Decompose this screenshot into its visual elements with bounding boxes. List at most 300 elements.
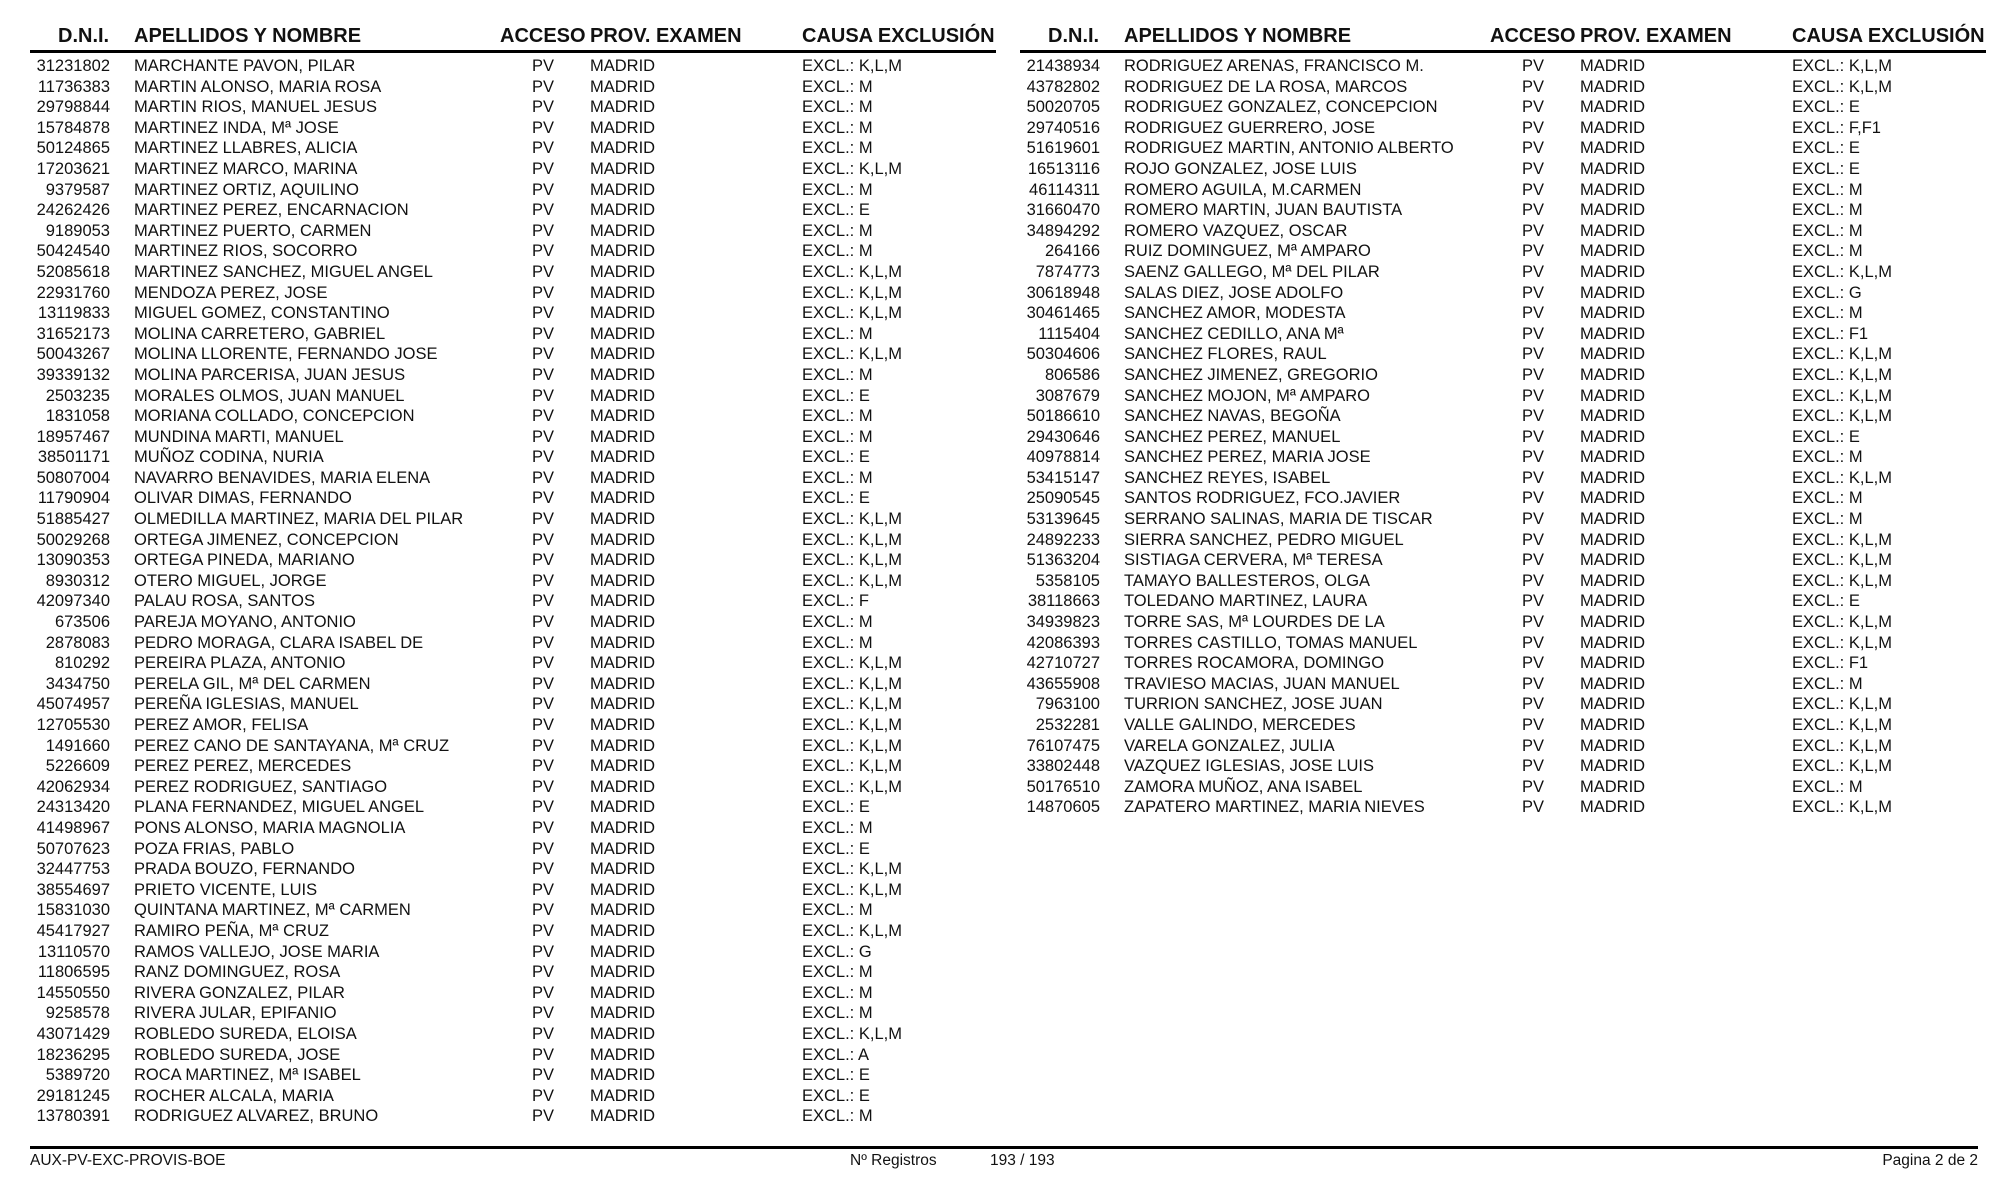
cell-acceso: PV (532, 777, 555, 796)
cell-prov-examen: MADRID (590, 551, 656, 570)
table-row (1020, 797, 1986, 818)
cell-acceso: PV (1522, 201, 1545, 220)
cell-dni: 1491660 (45, 736, 110, 755)
cell-acceso: PV (1522, 180, 1545, 199)
cell-dni: 31660470 (1026, 201, 1100, 220)
cell-acceso: PV (532, 139, 555, 158)
table-row (30, 921, 996, 942)
cell-acceso: PV (532, 407, 555, 426)
cell-prov-examen: MADRID (1580, 448, 1646, 467)
table-row (30, 365, 996, 386)
cell-name: SANCHEZ MOJON, Mª AMPARO (1124, 386, 1370, 405)
cell-dni: 11790904 (37, 489, 110, 508)
cell-dni: 40978814 (1026, 448, 1100, 467)
cell-prov-examen: MADRID (590, 695, 656, 714)
cell-acceso: PV (1522, 345, 1545, 364)
cell-dni: 38554697 (36, 880, 110, 899)
cell-acceso: PV (1522, 613, 1545, 632)
cell-prov-examen: MADRID (1580, 427, 1646, 446)
table-row (30, 694, 996, 715)
cell-prov-examen: MADRID (1580, 77, 1646, 96)
cell-causa-exclusion: EXCL.: M (1792, 674, 1863, 693)
table-row (1020, 365, 1986, 386)
cell-name: ROMERO VAZQUEZ, OSCAR (1124, 221, 1348, 240)
table-row (1020, 674, 1986, 695)
cell-causa-exclusion: EXCL.: K,L,M (802, 551, 902, 570)
cell-causa-exclusion: EXCL.: M (802, 1107, 873, 1126)
cell-causa-exclusion: EXCL.: M (802, 818, 873, 837)
cell-name: SANCHEZ AMOR, MODESTA (1124, 304, 1346, 323)
cell-causa-exclusion: EXCL.: K,L,M (802, 716, 902, 734)
cell-prov-examen: MADRID (1580, 365, 1646, 384)
cell-name: PEREZ PEREZ, MERCEDES (134, 757, 352, 776)
cell-prov-examen: MADRID (590, 983, 656, 1002)
cell-dni: 15784878 (36, 118, 110, 137)
cell-acceso: PV (532, 1045, 555, 1064)
cell-prov-examen: MADRID (1580, 530, 1646, 549)
cell-causa-exclusion: EXCL.: M (802, 1004, 873, 1023)
table-row (30, 736, 996, 757)
cell-name: SANTOS RODRIGUEZ, FCO.JAVIER (1124, 489, 1401, 508)
cell-causa-exclusion: EXCL.: M (1792, 448, 1863, 467)
cell-name: ROMERO AGUILA, M.CARMEN (1124, 180, 1362, 199)
table-row (1020, 509, 1986, 530)
cell-acceso: PV (1522, 98, 1545, 117)
cell-causa-exclusion: EXCL.: E (1792, 592, 1860, 611)
table-row (30, 200, 996, 221)
table-row (1020, 180, 1986, 201)
cell-dni: 43071429 (36, 1024, 110, 1043)
cell-prov-examen: MADRID (590, 77, 656, 96)
table-row (1020, 612, 1986, 633)
cell-acceso: PV (532, 860, 555, 879)
cell-causa-exclusion: EXCL.: K,L,M (802, 695, 902, 714)
table-row (30, 180, 996, 201)
cell-acceso: PV (1522, 77, 1545, 96)
table-row (30, 900, 996, 921)
header-prov-examen: PROV. EXAMEN (590, 25, 742, 47)
cell-prov-examen: MADRID (590, 633, 656, 652)
cell-dni: 2878083 (45, 633, 110, 652)
cell-acceso: PV (532, 221, 555, 240)
cell-dni: 38118663 (1027, 592, 1100, 611)
cell-prov-examen: MADRID (590, 1066, 656, 1085)
cell-acceso: PV (1522, 159, 1545, 178)
cell-acceso: PV (1522, 551, 1545, 570)
table-row (30, 1045, 996, 1066)
cell-acceso: PV (532, 798, 555, 817)
table-row (30, 118, 996, 139)
cell-causa-exclusion: EXCL.: M (802, 77, 873, 96)
cell-prov-examen: MADRID (590, 262, 656, 281)
table-row (1020, 406, 1986, 427)
cell-name: RIVERA JULAR, EPIFANIO (134, 1004, 337, 1023)
cell-acceso: PV (1522, 365, 1545, 384)
cell-dni: 34939823 (1026, 613, 1100, 632)
cell-acceso: PV (532, 118, 555, 137)
right-column (1020, 22, 1986, 818)
cell-causa-exclusion: EXCL.: K,L,M (802, 921, 902, 940)
cell-acceso: PV (532, 1004, 555, 1023)
cell-dni: 16513116 (1027, 159, 1100, 178)
cell-name: MIGUEL GOMEZ, CONSTANTINO (134, 304, 390, 323)
cell-acceso: PV (532, 365, 555, 384)
cell-acceso: PV (532, 386, 555, 405)
cell-causa-exclusion: EXCL.: K,L,M (802, 860, 902, 879)
cell-name: QUINTANA MARTINEZ, Mª CARMEN (134, 901, 411, 920)
cell-dni: 24313420 (36, 798, 110, 817)
cell-name: ZAPATERO MARTINEZ, MARIA NIEVES (1124, 798, 1425, 817)
cell-dni: 39339132 (36, 365, 110, 384)
table-row (30, 571, 996, 592)
cell-causa-exclusion: EXCL.: K,L,M (802, 654, 902, 673)
table-row (30, 77, 996, 98)
cell-name: MOLINA LLORENTE, FERNANDO JOSE (134, 345, 438, 364)
cell-prov-examen: MADRID (1580, 716, 1646, 734)
cell-name: VALLE GALINDO, MERCEDES (1124, 716, 1356, 734)
cell-prov-examen: MADRID (1580, 613, 1646, 632)
cell-name: ROCHER ALCALA, MARIA (134, 1086, 334, 1105)
table-row (1020, 756, 1986, 777)
cell-prov-examen: MADRID (590, 613, 656, 632)
cell-acceso: PV (532, 983, 555, 1002)
cell-name: ZAMORA MUÑOZ, ANA ISABEL (1124, 777, 1363, 796)
cell-dni: 7874773 (1035, 262, 1100, 281)
cell-dni: 43655908 (1026, 674, 1100, 693)
cell-acceso: PV (1522, 716, 1545, 734)
cell-acceso: PV (532, 654, 555, 673)
table-row (30, 386, 996, 407)
header-name: APELLIDOS Y NOMBRE (134, 25, 362, 47)
cell-acceso: PV (532, 1107, 555, 1126)
table-row (30, 983, 996, 1004)
table-row (30, 839, 996, 860)
cell-name: PALAU ROSA, SANTOS (134, 592, 315, 611)
cell-causa-exclusion: EXCL.: K,L,M (1792, 757, 1892, 776)
cell-dni: 50186610 (1026, 407, 1100, 426)
table-row (1020, 97, 1986, 118)
cell-causa-exclusion: EXCL.: M (802, 365, 873, 384)
cell-acceso: PV (1522, 324, 1545, 343)
table-row (30, 159, 996, 180)
cell-prov-examen: MADRID (590, 716, 656, 734)
cell-dni: 50807004 (36, 468, 110, 487)
cell-acceso: PV (1522, 386, 1545, 405)
cell-prov-examen: MADRID (590, 345, 656, 364)
cell-name: PAREJA MOYANO, ANTONIO (134, 613, 356, 632)
page-number: Pagina 2 de 2 (1882, 1152, 1978, 1169)
table-row (1020, 447, 1986, 468)
cell-acceso: PV (532, 324, 555, 343)
cell-name: TRAVIESO MACIAS, JUAN MANUEL (1124, 674, 1400, 693)
cell-name: RANZ DOMINGUEZ, ROSA (134, 963, 341, 982)
cell-causa-exclusion: EXCL.: K,L,M (802, 57, 902, 75)
cell-prov-examen: MADRID (590, 839, 656, 858)
cell-acceso: PV (1522, 571, 1545, 590)
cell-name: RIVERA GONZALEZ, PILAR (134, 983, 345, 1002)
cell-acceso: PV (532, 551, 555, 570)
cell-name: TORRE SAS, Mª LOURDES DE LA (1124, 613, 1385, 632)
cell-prov-examen: MADRID (1580, 654, 1646, 673)
cell-causa-exclusion: EXCL.: A (802, 1045, 869, 1064)
cell-acceso: PV (532, 427, 555, 446)
table-row (30, 97, 996, 118)
cell-acceso: PV (532, 613, 555, 632)
cell-causa-exclusion: EXCL.: E (802, 798, 870, 817)
cell-causa-exclusion: EXCL.: K,L,M (802, 510, 902, 529)
cell-dni: 3434750 (45, 674, 110, 693)
cell-prov-examen: MADRID (1580, 262, 1646, 281)
cell-dni: 13780391 (36, 1107, 110, 1126)
cell-prov-examen: MADRID (590, 98, 656, 117)
cell-acceso: PV (532, 901, 555, 920)
cell-prov-examen: MADRID (1580, 324, 1646, 343)
cell-dni: 31652173 (36, 324, 110, 343)
header-acceso: ACCESO (1490, 25, 1576, 47)
table-row (30, 962, 996, 983)
cell-name: MORALES OLMOS, JUAN MANUEL (134, 386, 405, 405)
cell-acceso: PV (1522, 448, 1545, 467)
cell-causa-exclusion: EXCL.: M (802, 118, 873, 137)
table-row (30, 1024, 996, 1045)
cell-dni: 45074957 (36, 695, 110, 714)
cell-prov-examen: MADRID (590, 571, 656, 590)
table-row (30, 1086, 996, 1107)
cell-acceso: PV (532, 633, 555, 652)
cell-acceso: PV (1522, 736, 1545, 755)
cell-name: PLANA FERNANDEZ, MIGUEL ANGEL (134, 798, 425, 817)
cell-name: ROMERO MARTIN, JUAN BAUTISTA (1124, 201, 1403, 220)
cell-prov-examen: MADRID (1580, 118, 1646, 137)
table-row (1020, 221, 1986, 242)
table-row (30, 138, 996, 159)
table-row (1020, 653, 1986, 674)
cell-causa-exclusion: EXCL.: M (1792, 489, 1863, 508)
header-dni: D.N.I. (58, 25, 110, 47)
cell-dni: 8930312 (45, 571, 110, 590)
registros-count: 193 / 193 (990, 1152, 1055, 1169)
table-row (30, 942, 996, 963)
cell-prov-examen: MADRID (590, 901, 656, 920)
cell-acceso: PV (532, 262, 555, 281)
cell-dni: 24262426 (36, 201, 110, 220)
cell-dni: 41498967 (36, 818, 110, 837)
header-causa-exclusion: CAUSA EXCLUSIÓN (1792, 25, 1985, 47)
cell-prov-examen: MADRID (590, 1024, 656, 1043)
table-row (30, 509, 996, 530)
cell-acceso: PV (532, 57, 555, 75)
table-row (30, 550, 996, 571)
cell-acceso: PV (532, 963, 555, 982)
cell-name: RODRIGUEZ MARTIN, ANTONIO ALBERTO (1124, 139, 1454, 158)
cell-dni: 29740516 (1026, 118, 1100, 137)
cell-acceso: PV (1522, 262, 1545, 281)
cell-dni: 673506 (54, 613, 110, 632)
cell-acceso: PV (532, 1066, 555, 1085)
cell-dni: 76107475 (1026, 736, 1100, 755)
cell-prov-examen: MADRID (1580, 57, 1646, 75)
cell-causa-exclusion: EXCL.: F,F1 (1792, 118, 1881, 137)
cell-causa-exclusion: EXCL.: M (802, 407, 873, 426)
table-row (1020, 530, 1986, 551)
table-row (30, 406, 996, 427)
cell-dni: 50124865 (36, 139, 110, 158)
cell-dni: 11736383 (37, 77, 110, 96)
cell-name: SANCHEZ PEREZ, MANUEL (1124, 427, 1341, 446)
cell-prov-examen: MADRID (1580, 757, 1646, 776)
cell-name: RAMOS VALLEJO, JOSE MARIA (134, 942, 380, 961)
cell-acceso: PV (532, 180, 555, 199)
cell-name: MARTINEZ RIOS, SOCORRO (134, 242, 358, 261)
cell-acceso: PV (1522, 592, 1545, 611)
cell-name: PEREIRA PLAZA, ANTONIO (134, 654, 346, 673)
cell-name: NAVARRO BENAVIDES, MARIA ELENA (134, 468, 431, 487)
cell-prov-examen: MADRID (590, 736, 656, 755)
cell-causa-exclusion: EXCL.: K,L,M (802, 262, 902, 281)
table-row (1020, 200, 1986, 221)
cell-name: MARTINEZ LLABRES, ALICIA (134, 139, 358, 158)
table-row (30, 1106, 996, 1127)
cell-dni: 42710727 (1026, 654, 1100, 673)
cell-name: TAMAYO BALLESTEROS, OLGA (1124, 571, 1371, 590)
cell-dni: 9189053 (45, 221, 110, 240)
cell-prov-examen: MADRID (1580, 221, 1646, 240)
cell-prov-examen: MADRID (1580, 551, 1646, 570)
table-row (30, 715, 996, 736)
cell-acceso: PV (532, 571, 555, 590)
cell-prov-examen: MADRID (590, 304, 656, 323)
cell-acceso: PV (532, 880, 555, 899)
cell-causa-exclusion: EXCL.: K,L,M (1792, 57, 1892, 75)
table-row (1020, 468, 1986, 489)
table-row (1020, 262, 1986, 283)
cell-acceso: PV (1522, 242, 1545, 261)
table-row (30, 859, 996, 880)
cell-prov-examen: MADRID (590, 180, 656, 199)
cell-acceso: PV (532, 345, 555, 364)
cell-causa-exclusion: EXCL.: M (802, 468, 873, 487)
table-body (1020, 56, 1986, 818)
cell-prov-examen: MADRID (1580, 510, 1646, 529)
cell-causa-exclusion: EXCL.: G (1792, 283, 1862, 302)
cell-acceso: PV (1522, 695, 1545, 714)
cell-name: MUÑOZ CODINA, NURIA (134, 448, 324, 467)
cell-prov-examen: MADRID (1580, 139, 1646, 158)
table-row (30, 612, 996, 633)
cell-name: MARTINEZ INDA, Mª JOSE (134, 118, 339, 137)
cell-acceso: PV (532, 510, 555, 529)
cell-causa-exclusion: EXCL.: K,L,M (1792, 386, 1892, 405)
cell-dni: 5226609 (45, 757, 110, 776)
cell-causa-exclusion: EXCL.: K,L,M (802, 777, 902, 796)
table-row (30, 468, 996, 489)
table-row (30, 488, 996, 509)
cell-prov-examen: MADRID (590, 159, 656, 178)
cell-acceso: PV (532, 1086, 555, 1105)
cell-causa-exclusion: EXCL.: K,L,M (1792, 695, 1892, 714)
table-row (1020, 159, 1986, 180)
cell-causa-exclusion: EXCL.: M (802, 963, 873, 982)
header-prov-examen: PROV. EXAMEN (1580, 25, 1732, 47)
cell-prov-examen: MADRID (590, 201, 656, 220)
cell-acceso: PV (1522, 489, 1545, 508)
cell-dni: 33802448 (1026, 757, 1100, 776)
cell-causa-exclusion: EXCL.: M (802, 98, 873, 117)
cell-acceso: PV (532, 283, 555, 302)
cell-prov-examen: MADRID (1580, 304, 1646, 323)
table-header (30, 22, 996, 52)
cell-dni: 53139645 (1026, 510, 1100, 529)
cell-prov-examen: MADRID (1580, 674, 1646, 693)
cell-prov-examen: MADRID (590, 1086, 656, 1105)
cell-acceso: PV (1522, 221, 1545, 240)
cell-prov-examen: MADRID (1580, 201, 1646, 220)
cell-name: MARTIN ALONSO, MARIA ROSA (134, 77, 382, 96)
table-row (30, 530, 996, 551)
cell-acceso: PV (1522, 633, 1545, 652)
cell-dni: 2503235 (45, 386, 110, 405)
cell-name: SANCHEZ JIMENEZ, GREGORIO (1124, 365, 1378, 384)
cell-dni: 25090545 (1026, 489, 1100, 508)
cell-name: MENDOZA PEREZ, JOSE (134, 283, 328, 302)
cell-name: ROBLEDO SUREDA, JOSE (134, 1045, 341, 1064)
cell-name: TORRES ROCAMORA, DOMINGO (1124, 654, 1385, 673)
cell-causa-exclusion: EXCL.: E (1792, 98, 1860, 117)
cell-prov-examen: MADRID (590, 407, 656, 426)
cell-prov-examen: MADRID (590, 674, 656, 693)
cell-name: MARCHANTE PAVON, PILAR (134, 57, 356, 75)
table-row (1020, 736, 1986, 757)
cell-acceso: PV (532, 716, 555, 734)
table-row (30, 797, 996, 818)
cell-prov-examen: MADRID (590, 118, 656, 137)
cell-causa-exclusion: EXCL.: M (1792, 777, 1863, 796)
cell-causa-exclusion: EXCL.: E (1792, 427, 1860, 446)
cell-name: POZA FRIAS, PABLO (134, 839, 295, 858)
cell-dni: 30461465 (1026, 304, 1100, 323)
cell-name: MARTINEZ PEREZ, ENCARNACION (134, 201, 409, 220)
cell-dni: 1115404 (1038, 324, 1100, 343)
cell-acceso: PV (532, 818, 555, 837)
cell-causa-exclusion: EXCL.: M (802, 221, 873, 240)
cell-acceso: PV (1522, 118, 1545, 137)
table-header (1020, 22, 1986, 52)
cell-prov-examen: MADRID (590, 942, 656, 961)
table-row (1020, 283, 1986, 304)
header-acceso: ACCESO (500, 25, 586, 47)
cell-acceso: PV (532, 530, 555, 549)
cell-prov-examen: MADRID (590, 1045, 656, 1064)
cell-causa-exclusion: EXCL.: M (1792, 221, 1863, 240)
cell-dni: 14550550 (36, 983, 110, 1002)
cell-prov-examen: MADRID (590, 489, 656, 508)
cell-dni: 24892233 (1026, 530, 1100, 549)
cell-prov-examen: MADRID (590, 139, 656, 158)
cell-causa-exclusion: EXCL.: M (802, 983, 873, 1002)
header-dni: D.N.I. (1048, 25, 1100, 47)
cell-dni: 22931760 (36, 283, 110, 302)
cell-prov-examen: MADRID (590, 427, 656, 446)
table-row (30, 777, 996, 798)
cell-acceso: PV (532, 757, 555, 776)
cell-dni: 50029268 (36, 530, 110, 549)
cell-name: SANCHEZ REYES, ISABEL (1124, 468, 1331, 487)
cell-name: SANCHEZ FLORES, RAUL (1124, 345, 1327, 364)
cell-acceso: PV (1522, 674, 1545, 693)
cell-dni: 1831058 (45, 407, 110, 426)
cell-name: RODRIGUEZ DE LA ROSA, MARCOS (1124, 77, 1408, 96)
cell-acceso: PV (532, 77, 555, 96)
